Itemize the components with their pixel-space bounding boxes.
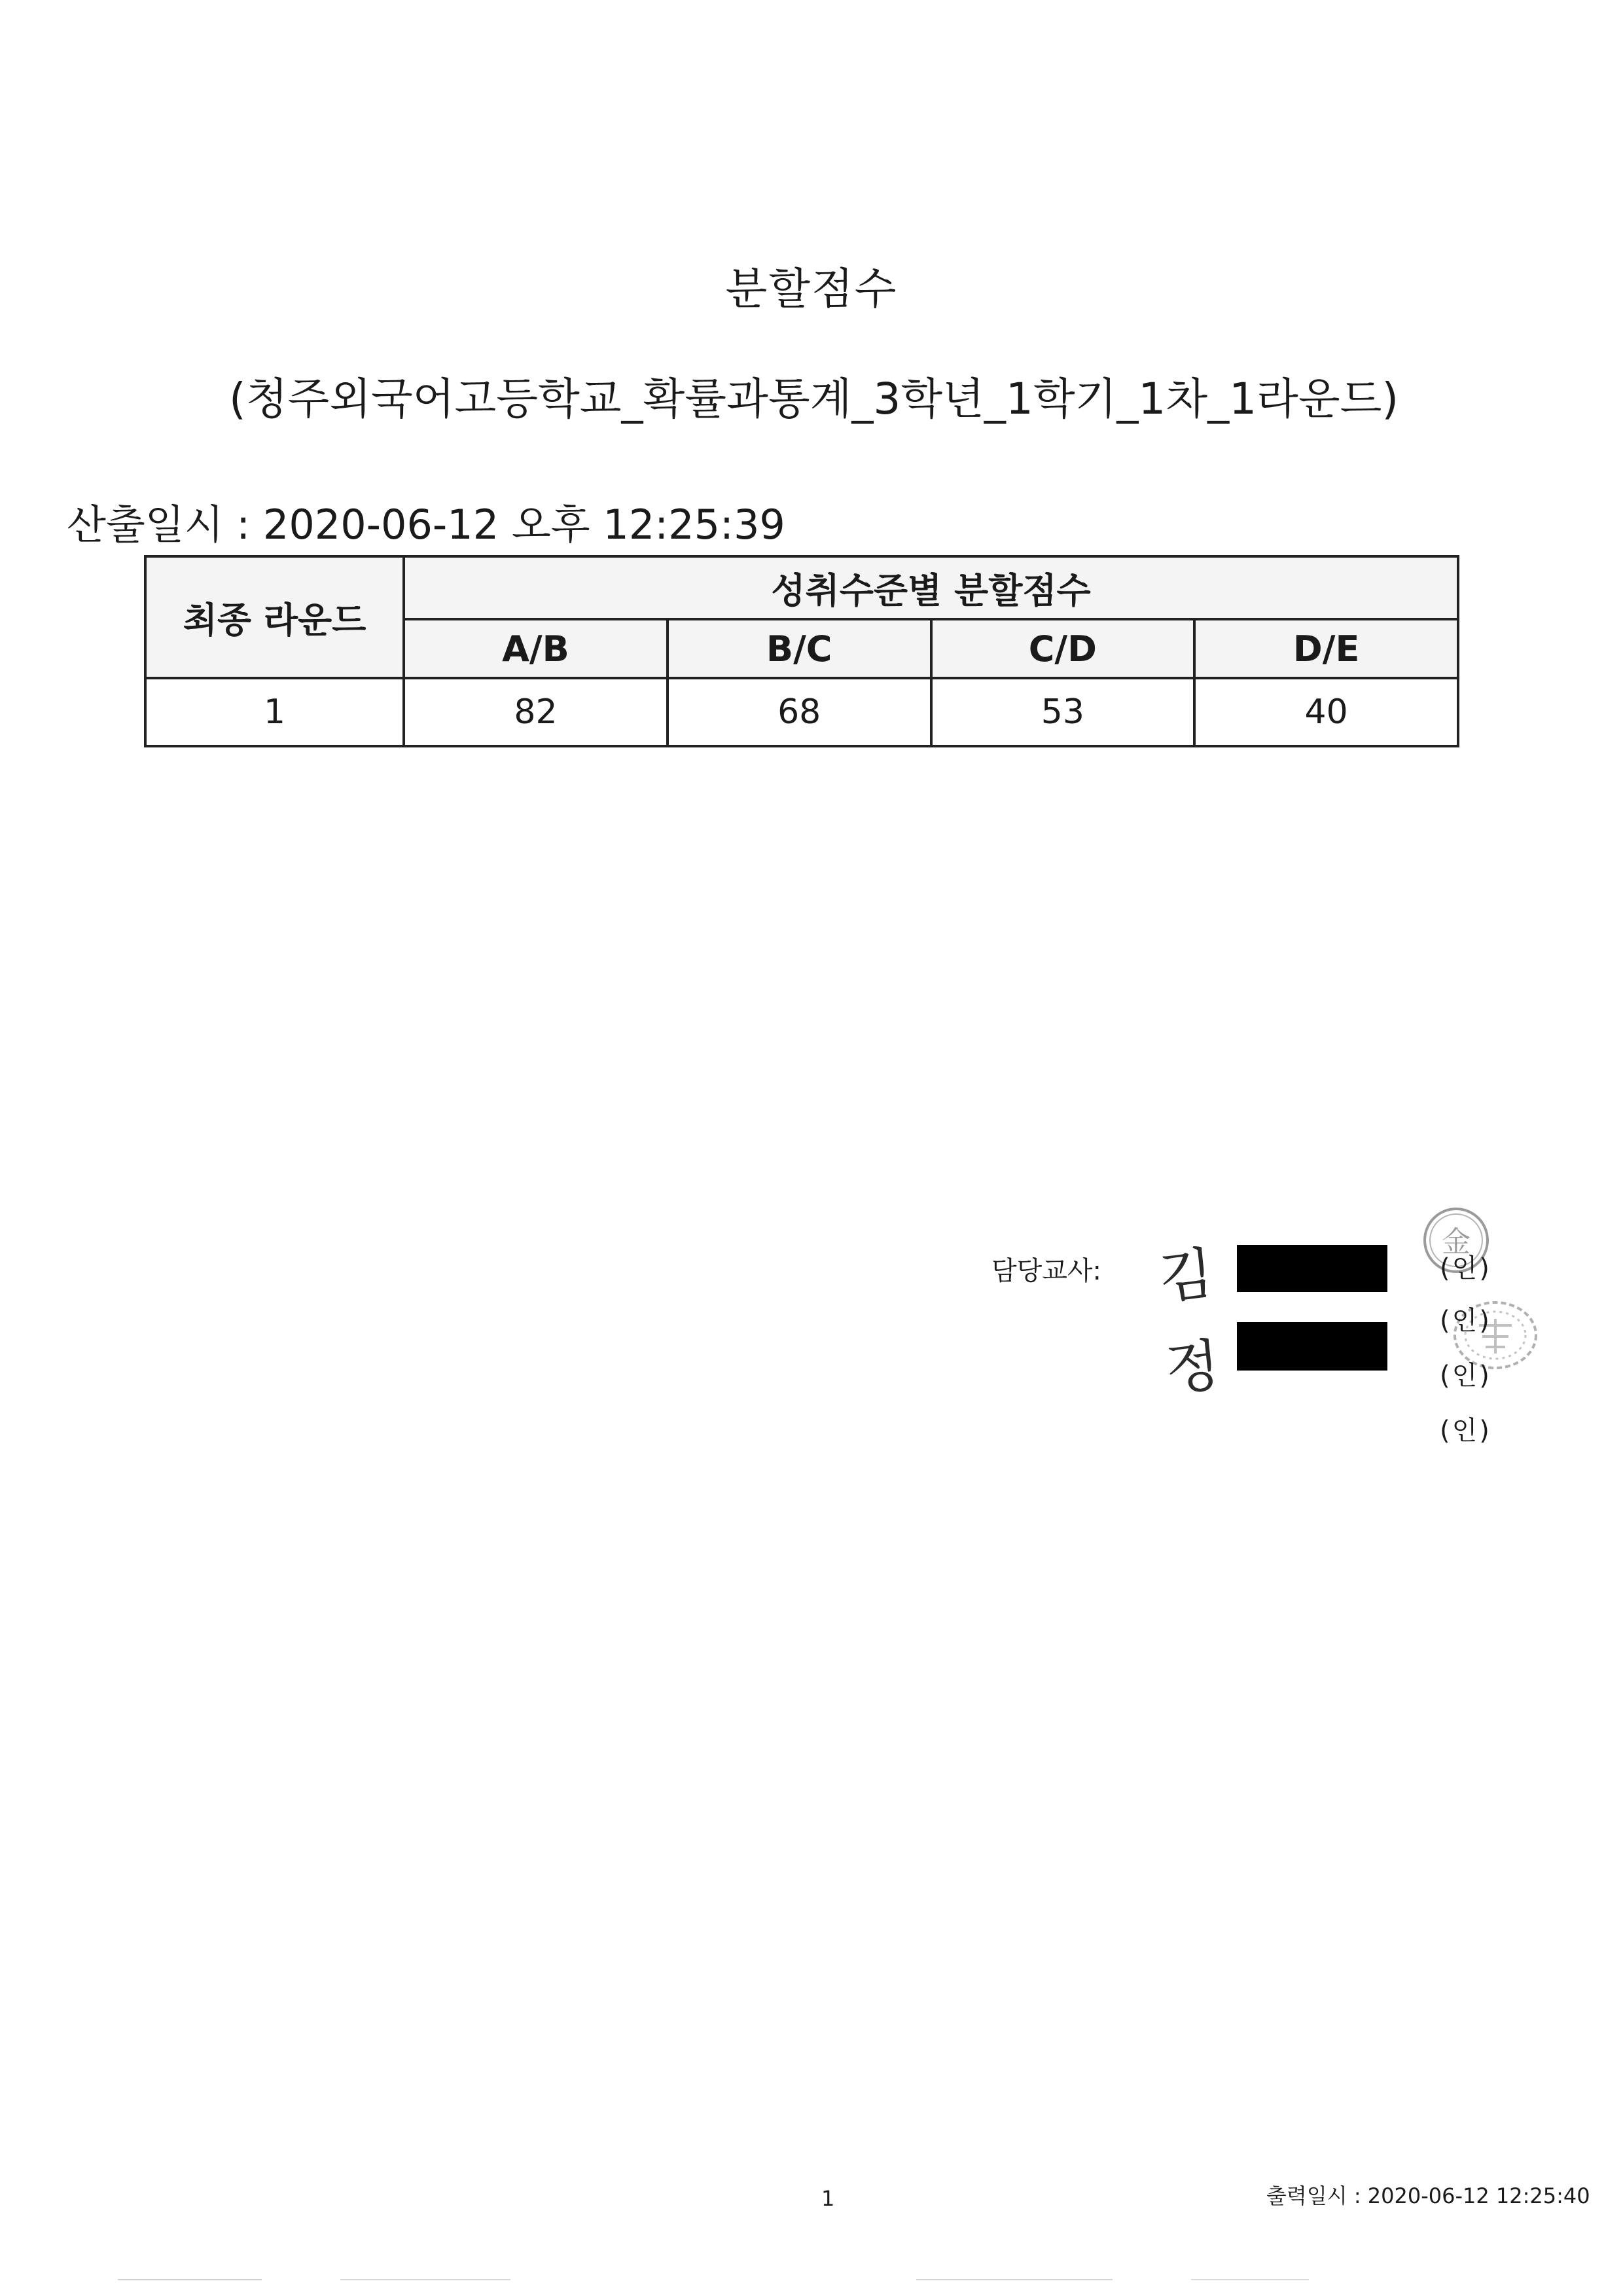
seal-mark-text: 金	[1442, 1225, 1471, 1259]
cell-score-ab: 82	[404, 678, 668, 746]
table-row	[145, 678, 1458, 746]
header-cd: C/D	[931, 619, 1195, 678]
header-final-round: 최종 라운드	[145, 556, 404, 678]
page-subtitle: (청주외국어고등학교_확률과통계_3학년_1학기_1차_1라운드)	[229, 374, 1399, 424]
header-cut-scores: 성취수준별 분할점수	[404, 556, 1458, 619]
page-title: 분할점수	[725, 264, 898, 314]
seal-label-3: (인)	[1440, 1361, 1491, 1391]
header-de: D/E	[1194, 619, 1458, 678]
seal-label-4: (인)	[1440, 1416, 1491, 1446]
cell-score-bc: 68	[668, 678, 931, 746]
header-ab: A/B	[404, 619, 668, 678]
seal-label-2: (인)	[1440, 1306, 1491, 1336]
signature-2: 정	[1162, 1332, 1223, 1404]
scan-edge-noise	[0, 2278, 1623, 2282]
cut-score-table	[144, 555, 1459, 747]
cell-score-cd: 53	[931, 678, 1195, 746]
cell-score-de: 40	[1194, 678, 1458, 746]
signature-1: 김	[1155, 1240, 1217, 1312]
cell-round: 1	[145, 678, 404, 746]
printed-at: 출력일시 : 2020-06-12 12:25:40	[1266, 2183, 1590, 2208]
calculated-at: 산출일시 : 2020-06-12 오후 12:25:39	[67, 501, 785, 548]
seal-label-1: (인)	[1440, 1253, 1491, 1283]
redaction-bar-1	[1237, 1245, 1387, 1292]
page-number: 1	[821, 2186, 835, 2211]
redaction-bar-2	[1237, 1322, 1387, 1371]
header-bc: B/C	[668, 619, 931, 678]
teacher-label: 담당교사:	[991, 1256, 1102, 1286]
